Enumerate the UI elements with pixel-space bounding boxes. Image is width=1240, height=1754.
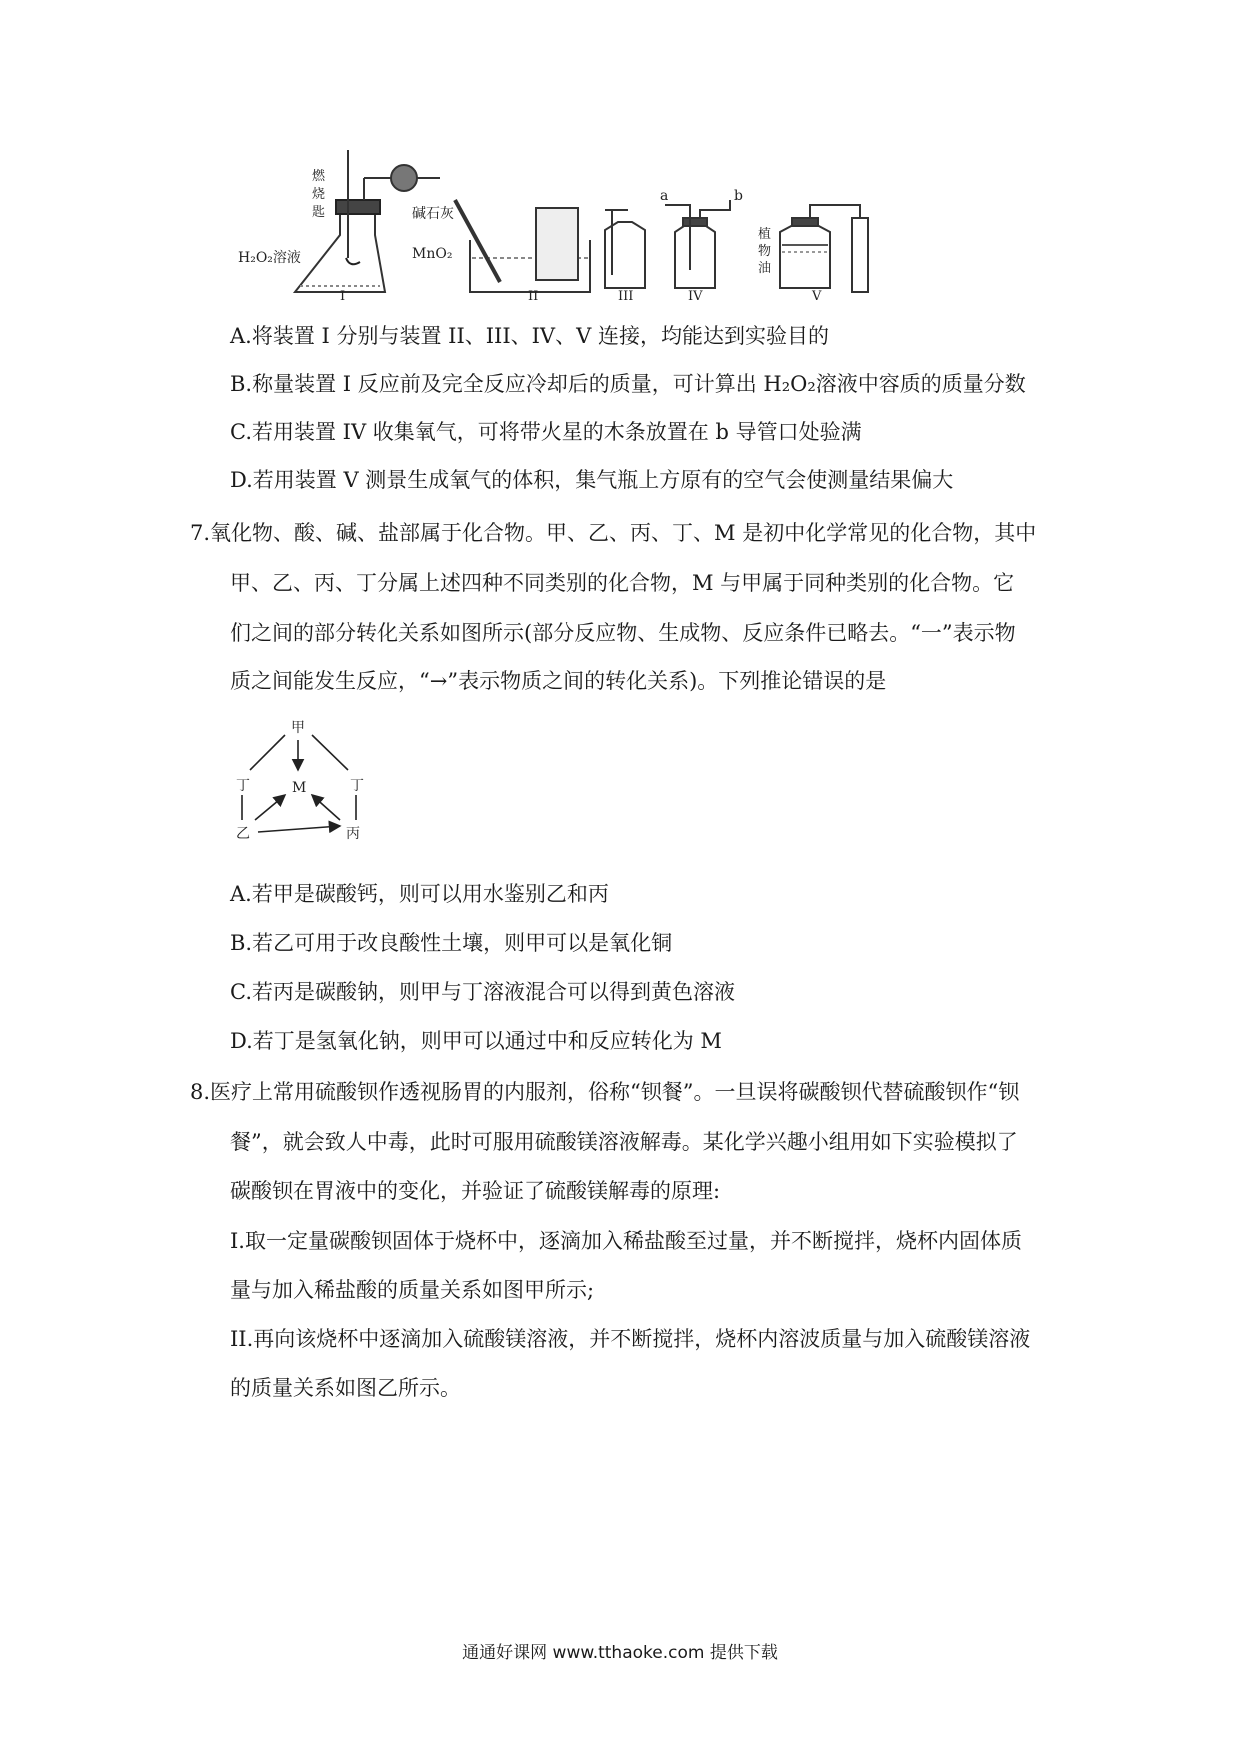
label-port-a: a [660,188,669,204]
label-combustion-spoon-1: 燃 [312,169,326,184]
apparatus-iv [665,200,730,288]
q7-stem-line-3: 们之间的部分转化关系如图所示(部分反应物、生成物、反应条件已略去。“一”表示物 [230,621,1016,645]
q7-stem-line-1: 7.氧化物、酸、碱、盐部属于化合物。甲、乙、丙、丁、M 是初中化学常见的化合物，其中 [190,521,1037,545]
edge-jia-ding-left [250,735,285,770]
label-oil-2: 物 [758,244,772,259]
label-soda-lime: 碱石灰 [412,206,454,222]
label-roman-v: V [812,289,822,304]
q8-step-2-line-1: II.再向该烧杯中逐滴加入硫酸镁溶液，并不断搅拌，烧杯内溶波质量与加入硫酸镁溶液 [230,1327,1031,1351]
q8-step-1-line-1: I.取一定量碳酸钡固体于烧杯中，逐滴加入稀盐酸至过量，并不断搅拌，烧杯内固体质 [230,1229,1022,1253]
apparatus-v [780,205,868,292]
q6-option-d: D.若用装置 V 测景生成氧气的体积，集气瓶上方原有的空气会使测量结果偏大 [230,468,954,492]
q7-stem-line-2: 甲、乙、丙、丁分属上述四种不同类别的化合物，M 与甲属于同种类别的化合物。它 [230,571,1015,595]
q8-stem-line-2: 餐”，就会致人中毒，此时可服用硫酸镁溶液解毒。某化学兴趣小组用如下实验模拟了 [230,1130,1018,1154]
label-combustion-spoon-3: 匙 [312,205,326,220]
q7-option-a: A.若甲是碳酸钙，则可以用水鉴别乙和丙 [230,882,609,906]
apparatus-ii [455,200,590,292]
q6-option-c: C.若用装置 IV 收集氧气，可将带火星的木条放置在 b 导管口处验满 [230,420,862,444]
node-yi: 乙 [236,826,250,842]
apparatus-figure [0,0,1240,304]
q7-option-c: C.若丙是碳酸钠，则甲与丁溶液混合可以得到黄色溶液 [230,980,735,1004]
label-combustion-spoon-2: 烧 [312,187,326,202]
label-h2o2: H₂O₂溶液 [238,250,301,266]
q8-step-2-line-2: 的质量关系如图乙所示。 [230,1376,461,1400]
edge-yi-m [255,795,285,820]
label-roman-ii: II [528,289,539,304]
apparatus-iii [605,210,645,288]
node-m: M [292,780,307,796]
page-footer: 通通好课网 www.tthaoke.com 提供下载 [462,1643,778,1663]
label-port-b: b [734,188,743,204]
q8-step-1-line-2: 量与加入稀盐酸的质量关系如图甲所示; [230,1278,595,1302]
q8-stem-line-1: 8.医疗上常用硫酸钡作透视肠胃的内服剂，俗称“钡餐”。一旦误将碳酸钡代替硫酸钡作“钡 [190,1080,1020,1104]
label-roman-i: I [340,289,346,304]
label-roman-iii: III [618,289,634,304]
node-bing: 丙 [346,826,360,842]
label-oil-1: 植 [758,227,772,242]
q6-option-b: B.称量装置 I 反应前及完全反应冷却后的质量，可计算出 H₂O₂溶液中容质的质量分数 [230,372,1026,396]
edge-yi-bing [258,826,340,832]
label-roman-iv: IV [688,289,703,304]
node-jia: 甲 [291,720,305,736]
edge-bing-m [312,795,340,820]
node-ding-left: 丁 [236,778,250,794]
q7-option-b: B.若乙可用于改良酸性土壤，则甲可以是氧化铜 [230,931,673,955]
q8-stem-line-3: 碳酸钡在胃液中的变化，并验证了硫酸镁解毒的原理: [230,1179,721,1203]
label-mno2: MnO₂ [412,246,453,262]
label-oil-3: 油 [758,261,772,276]
q6-option-a: A.将装置 I 分别与装置 II、III、IV、V 连接，均能达到实验目的 [230,324,829,348]
q7-option-d: D.若丁是氢氧化钠，则甲可以通过中和反应转化为 M [230,1029,722,1053]
node-ding-right: 丁 [350,778,364,794]
edge-jia-ding-right [312,735,348,770]
q7-stem-line-4: 质之间能发生反应，“→”表示物质之间的转化关系)。下列推论错误的是 [230,669,887,693]
